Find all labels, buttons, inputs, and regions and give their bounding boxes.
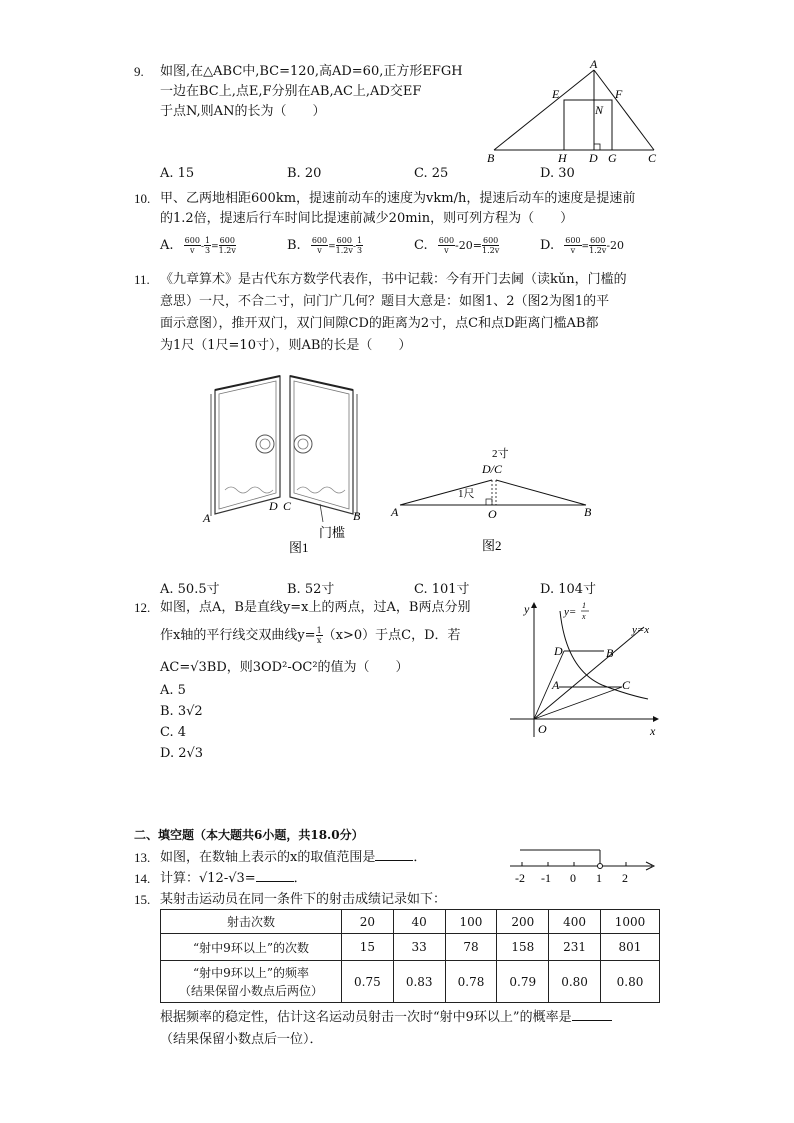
q15-after-line-2: （结果保留小数点后一位）． [160, 1032, 323, 1047]
q13-number-line [506, 842, 656, 886]
q12-number: 12. [134, 600, 151, 615]
graph-label-C: C [622, 678, 631, 692]
q9-label-D: D [589, 151, 598, 165]
q11-option-d[interactable]: D. 104寸 [540, 582, 597, 597]
fig2-label-B: B [584, 505, 592, 519]
q9-label-B: B [487, 151, 495, 165]
table-cell: 158 [497, 934, 549, 961]
table-cell: 78 [445, 934, 497, 961]
graph-axis-x: x [650, 724, 656, 738]
q9-number: 9. [134, 64, 144, 79]
tick-2: 2 [622, 871, 628, 885]
fig2-label-DC: D/C [482, 462, 503, 476]
q9-option-d[interactable]: D. 30 [540, 166, 575, 181]
q9-option-b[interactable]: B. 20 [287, 166, 322, 181]
q12-line-1: 如图，点A，B是直线y=x上的两点，过A，B两点分别 [160, 600, 471, 615]
q10-number: 10. [134, 191, 151, 206]
section-2-title: 二、填空题（本大题共6小题，共18.0分） [134, 828, 364, 842]
q13-text: 如图，在数轴上表示的x的取值范围是 ． [160, 850, 427, 865]
q10-option-a[interactable]: A. $\frac{600}{v}$ - $\frac{1}{3}$ = $\frac{600}{1.2v}$ [160, 236, 236, 255]
q15-after-line-1: 根据频率的稳定性，估计这名运动员射击一次时“射中9环以上”的概率是 [160, 1008, 612, 1028]
table-cell: 0.80 [600, 961, 659, 1003]
graph-curve-den: x [582, 612, 586, 621]
fig1-label-C: C [283, 499, 292, 513]
graph-axis-y: y [524, 602, 530, 616]
table-cell: 200 [497, 910, 549, 934]
table-cell: 15 [342, 934, 394, 961]
q9-label-E: E [552, 87, 560, 101]
q9-option-c[interactable]: C. 25 [414, 166, 449, 181]
q9-option-a[interactable]: A. 15 [160, 166, 195, 181]
graph-label-B: B [606, 646, 614, 660]
q14-answer-blank[interactable] [256, 881, 294, 882]
q13-answer-blank[interactable] [375, 860, 413, 861]
q9-label-C: C [648, 151, 657, 165]
q9-label-H: H [558, 151, 567, 165]
fig1-label-sill: 门槛 [319, 525, 346, 540]
q11-option-b[interactable]: B. 52寸 [287, 582, 335, 597]
table-row [161, 961, 660, 1003]
q11-number: 11. [134, 272, 150, 287]
q9-triangle-figure [484, 58, 664, 168]
q12-graph [502, 597, 667, 742]
table-cell: 0.78 [445, 961, 497, 1003]
table-head-shots: 射击次数 [161, 910, 342, 934]
fig1-caption: 图1 [289, 540, 309, 555]
q10-line-2: 的1.2倍，提速后行车时间比提速前减少20min，则可列方程为（ ） [160, 211, 574, 226]
q9-line-1: 如图,在△ABC中,BC=120,高AD=60,正方形EFGH [160, 64, 463, 79]
q9-label-A: A [590, 58, 598, 71]
q11-figure-1-doors [195, 372, 380, 557]
table-cell: 1000 [600, 910, 659, 934]
q14-text: 计算：√12-√3= ． [160, 871, 307, 886]
tick-1: 1 [596, 871, 602, 885]
table-head-frequency: “射中9环以上”的频率 （结果保留小数点后两位） [161, 961, 342, 1003]
tick-neg1: -1 [541, 871, 551, 885]
table-cell: 0.75 [342, 961, 394, 1003]
table-cell: 20 [342, 910, 394, 934]
table-cell: 40 [393, 910, 445, 934]
table-cell: 0.80 [549, 961, 601, 1003]
table-cell: 0.79 [497, 961, 549, 1003]
table-row [161, 910, 660, 934]
fig2-label-O: O [488, 507, 497, 521]
table-cell: 33 [393, 934, 445, 961]
fig2-caption: 图2 [482, 538, 502, 553]
fig1-label-A: A [203, 511, 211, 525]
tick-neg2: -2 [515, 871, 525, 885]
q9-line-3: 于点N,则AN的长为（ ） [160, 104, 326, 119]
q9-line-2: 一边在BC上,点E,F分别在AB,AC上,AD交EF [160, 84, 422, 99]
q12-option-c[interactable]: C. 4 [160, 725, 187, 740]
table-row [161, 934, 660, 961]
q15-answer-blank[interactable] [572, 1020, 612, 1021]
q10-option-b[interactable]: B. $\frac{600}{v}$ = $\frac{600}{1.2v}$ - $\frac{1}{3}$ [287, 236, 363, 255]
fig2-label-2cun: 2寸 [492, 448, 509, 460]
q11-option-c[interactable]: C. 101寸 [414, 582, 470, 597]
q11-line-2: 意思）一尺，不合二寸，问门广几何？题目大意是：如图1、2（图2为图1的平 [160, 294, 610, 309]
q12-option-a[interactable]: A. 5 [160, 683, 186, 698]
q9-label-N: N [595, 103, 604, 117]
q13-number: 13. [134, 850, 151, 865]
q12-line-3: AC=√3BD，则3OD²-OC²的值为（ ） [160, 660, 409, 675]
q10-option-c[interactable]: C. $\frac{600}{v}$ -20= $\frac{600}{1.2v}$ [414, 236, 500, 255]
fig1-label-D: D [269, 499, 278, 513]
table-cell: 801 [600, 934, 659, 961]
graph-curve-num: 1 [582, 601, 586, 610]
q11-figure-2-plan [388, 440, 598, 555]
tick-0: 0 [570, 871, 576, 885]
q15-text: 某射击运动员在同一条件下的射击成绩记录如下： [160, 892, 447, 907]
graph-line-label: y=x [632, 624, 650, 636]
q9-label-G: G [608, 151, 617, 165]
graph-label-O: O [538, 722, 547, 736]
q11-line-4: 为1尺（1尺=10寸），则AB的长是（ ） [160, 338, 412, 353]
q11-line-3: 面示意图），推开双门，双门间隙CD的距离为2寸，点C和点D距离门槛AB都 [160, 316, 599, 331]
q9-label-F: F [615, 87, 623, 101]
table-cell: 400 [549, 910, 601, 934]
table-cell: 231 [549, 934, 601, 961]
q12-option-b[interactable]: B. 3√2 [160, 704, 203, 719]
table-cell: 0.83 [393, 961, 445, 1003]
table-head-hits: “射中9环以上”的次数 [161, 934, 342, 961]
q12-option-d[interactable]: D. 2√3 [160, 746, 204, 761]
q15-table [160, 909, 660, 1003]
fig2-label-1chi: 1尺 [458, 488, 475, 500]
q10-line-1: 甲、乙两地相距600km，提速前动车的速度为vkm/h，提速后动车的速度是提速前 [160, 191, 636, 206]
q10-option-d[interactable]: D. $\frac{600}{v}$ = $\frac{600}{1.2v}$ -20 [540, 236, 625, 255]
q11-option-a[interactable]: A. 50.5寸 [160, 582, 220, 597]
q15-number: 15. [134, 892, 151, 907]
fig1-label-B: B [353, 509, 361, 523]
q14-number: 14. [134, 871, 151, 886]
graph-label-D: D [554, 644, 563, 658]
graph-label-A: A [552, 678, 560, 692]
table-cell: 100 [445, 910, 497, 934]
fig2-label-A: A [391, 505, 399, 519]
q11-line-1: 《九章算术》是古代东方数学代表作，书中记载：今有开门去阃（读kǔn，门槛的 [160, 272, 627, 287]
q12-line-2: 作x轴的平行线交双曲线y= $\frac{1}{x}$ （x>0）于点C，D．若 [160, 626, 461, 645]
graph-curve-label: y= [564, 606, 577, 618]
